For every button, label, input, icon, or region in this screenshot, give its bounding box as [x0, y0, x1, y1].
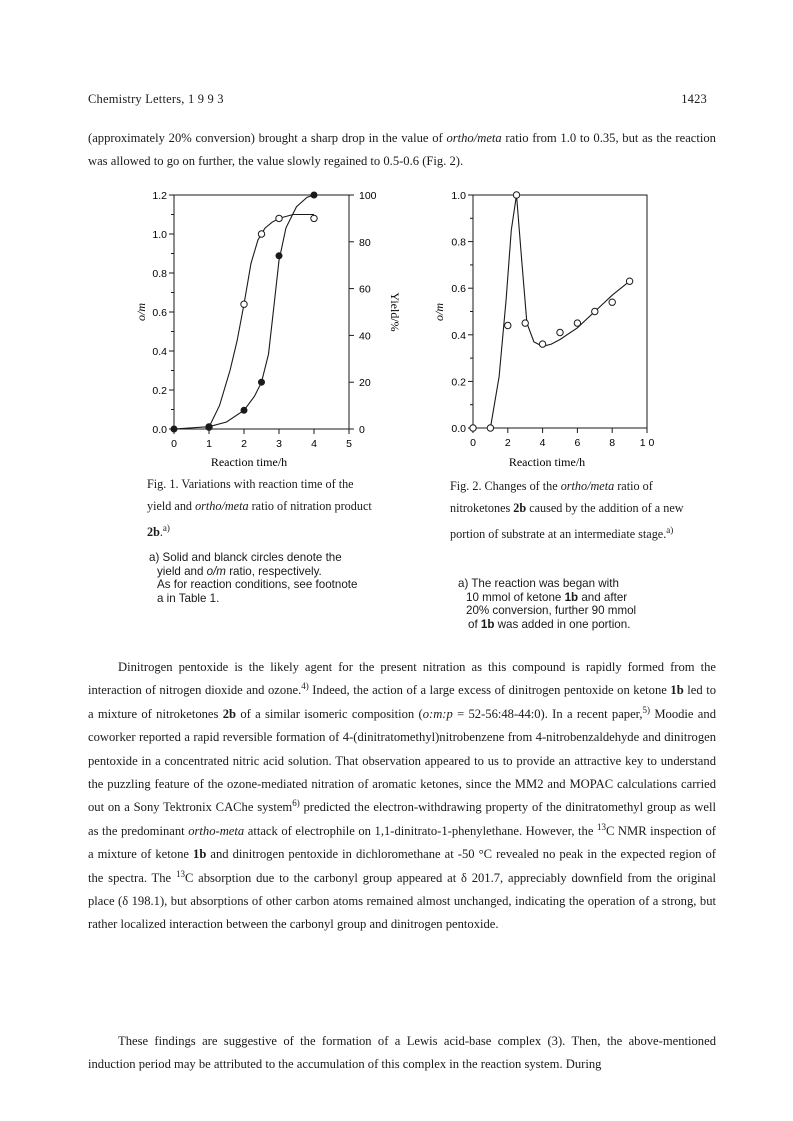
fig2-xtick-label: 2	[504, 437, 511, 449]
fig1-point-open	[258, 231, 264, 237]
figure-2-caption: Fig. 2. Changes of the ortho/meta ratio of nitroketones 2b caused by the addition of a new portion of substrate at an intermediate stage.$^{a)}$	[450, 479, 684, 542]
journal-header: Chemistry Letters, 1 9 9 3	[88, 92, 224, 106]
fig1-y2tick-label: 0	[359, 424, 365, 436]
figure-1-chart	[125, 185, 402, 475]
fig2-ytick-label: 0.0	[451, 423, 466, 435]
fig2-point-open	[592, 308, 598, 314]
body-paragraph-1: Dinitrogen pentoxide is the likely agent for the present nitration as this compound is rapidly formed from the interaction of nitrogen dioxide and ozone.$^{4)}$ Indeed, the action of a large excess of dinitrogen pentoxide on ketone 1b led to a mixture of nitroketones 2b of a similar isomeric composition (o:m:p = 52-56:48-44:0). In a recent paper,$^{5)}$ Moodie and coworker reported a rapid reversible formation of 4-(dinitratomethyl)nitrobenzene from 4-nitrobenzaldehyde and dinitrogen pentoxide in a concentrated nitric acid solution. That observation appeared to us to provide an attractive key to understand the puzzling feature of the ozone-mediated nitration of aromatic ketones, since the MM2 and MOPAC calculations carried out on a Sony Tektronix CAChe system$^{6)}$ predicted the electron-withdrawing property of the dinitratomethyl group as well as the predominant ortho-meta attack of electrophile on 1,1-dinitrato-1-phenylethane. However, the $^{13}$C NMR inspection of a mixture of ketone 1b and dinitrogen pentoxide in dichloromethane at -50 °C revealed no peak in the expected region of the spectra. The $^{13}$C absorption due to the carbonyl group appeared at δ 201.7, appreciably downfield from the original place (δ 198.1), but absorptions of other carbon atoms remained almost unchanged, indicating the operation of a strong, but rather localized interaction between the carbonyl group and dinitrogen pentoxide.	[88, 660, 717, 932]
fig1-ytick-label: 0.4	[152, 346, 167, 358]
fig2-frame	[473, 195, 647, 428]
fig2-ytick-label: 1.0	[451, 190, 466, 202]
fig1-y2tick-label: 40	[359, 330, 371, 343]
fig1-ytick-label: 0.6	[152, 307, 167, 319]
page-number: 1423	[681, 92, 707, 106]
fig1-point-solid	[276, 253, 282, 259]
fig1-ylabel: o/m	[134, 303, 148, 321]
figure-2-footnote: a) The reaction was began with 10 mmol of ketone 1b and after 20% conversion, further 90 mmol of 1b was added in one portion.	[458, 577, 637, 631]
figure-2-chart	[425, 185, 665, 475]
fig1-y2tick-label: 60	[359, 283, 371, 296]
fig1-xtick-label: 0	[171, 438, 177, 450]
fig2-xtick-label: 6	[574, 437, 581, 449]
fig1-point-solid	[311, 192, 317, 198]
fig2-curve-0	[490, 195, 629, 428]
fig2-ytick-label: 0.8	[451, 236, 466, 249]
fig1-ytick-label: 1.2	[152, 190, 167, 202]
fig1-xtick-label: 5	[346, 438, 352, 450]
fig1-ytick-label: 0.0	[152, 424, 167, 436]
fig1-y2tick-label: 100	[359, 190, 377, 202]
fig1-curve-0	[209, 215, 314, 428]
fig1-ytick-label: 1.0	[152, 229, 167, 241]
fig2-xlabel: Reaction time/h	[508, 455, 586, 469]
fig2-point-open	[522, 320, 528, 326]
figure-1-footnote: a) Solid and blanck circles denote the yield and o/m ratio, respectively. As for reaction conditions, see footnote a in Table 1.	[149, 551, 358, 605]
fig1-point-solid	[241, 407, 247, 413]
fig1-ytick-label: 0.2	[152, 385, 167, 397]
fig2-point-open	[539, 341, 545, 347]
fig1-point-open	[241, 301, 247, 307]
fig1-point-open	[311, 215, 317, 221]
figure-1-caption: Fig. 1. Variations with reaction time of the yield and ortho/meta ratio of nitration product 2b.$^{a)}$	[147, 477, 372, 540]
fig1-frame	[174, 195, 349, 429]
fig1-point-solid	[171, 426, 177, 432]
fig2-xtick-label: 1 0	[639, 437, 655, 449]
fig2-ytick-label: 0.6	[451, 283, 466, 296]
fig2-point-open	[505, 322, 511, 328]
fig1-point-solid	[206, 424, 212, 430]
fig2-xtick-label: 8	[609, 437, 616, 449]
fig1-curve-1	[174, 195, 314, 429]
fig2-xtick-label: 0	[470, 437, 476, 449]
fig1-y2tick-label: 20	[359, 377, 371, 390]
fig2-point-open	[609, 299, 615, 305]
body-paragraph-2: These findings are suggestive of the formation of a Lewis acid-base complex (3). Then, the above-mentioned induction period may be attributed to the accumulation of this complex in the reaction system. During	[88, 1034, 716, 1072]
fig2-ylabel: o/m	[432, 303, 446, 321]
fig2-point-open	[557, 329, 563, 335]
fig1-xtick-label: 2	[241, 438, 247, 450]
fig1-point-solid	[259, 379, 265, 385]
fig2-point-open	[574, 320, 580, 326]
fig2-point-open	[626, 278, 632, 284]
fig2-ytick-label: 0.2	[451, 376, 466, 389]
fig2-xtick-label: 4	[539, 437, 546, 449]
fig1-ytick-label: 0.8	[152, 268, 167, 280]
fig2-point-open	[470, 425, 476, 431]
fig2-ytick-label: 0.4	[451, 329, 466, 342]
fig1-point-open	[276, 215, 282, 221]
fig1-y2tick-label: 80	[359, 236, 371, 249]
fig1-xtick-label: 1	[206, 438, 212, 450]
fig1-y2label: Yield/%	[388, 292, 402, 332]
fig1-xtick-label: 3	[276, 438, 282, 450]
intro-paragraph: (approximately 20% conversion) brought a sharp drop in the value of ortho/meta ratio from 1.0 to 0.35, but as the reaction was allowed to go on further, the value slowly regained to 0.5-0.6 (Fig. 2).	[88, 131, 716, 169]
fig1-xtick-label: 4	[311, 438, 317, 450]
fig2-point-open	[487, 425, 493, 431]
fig1-xlabel: Reaction time/h	[210, 455, 288, 469]
fig2-point-open	[513, 192, 519, 198]
